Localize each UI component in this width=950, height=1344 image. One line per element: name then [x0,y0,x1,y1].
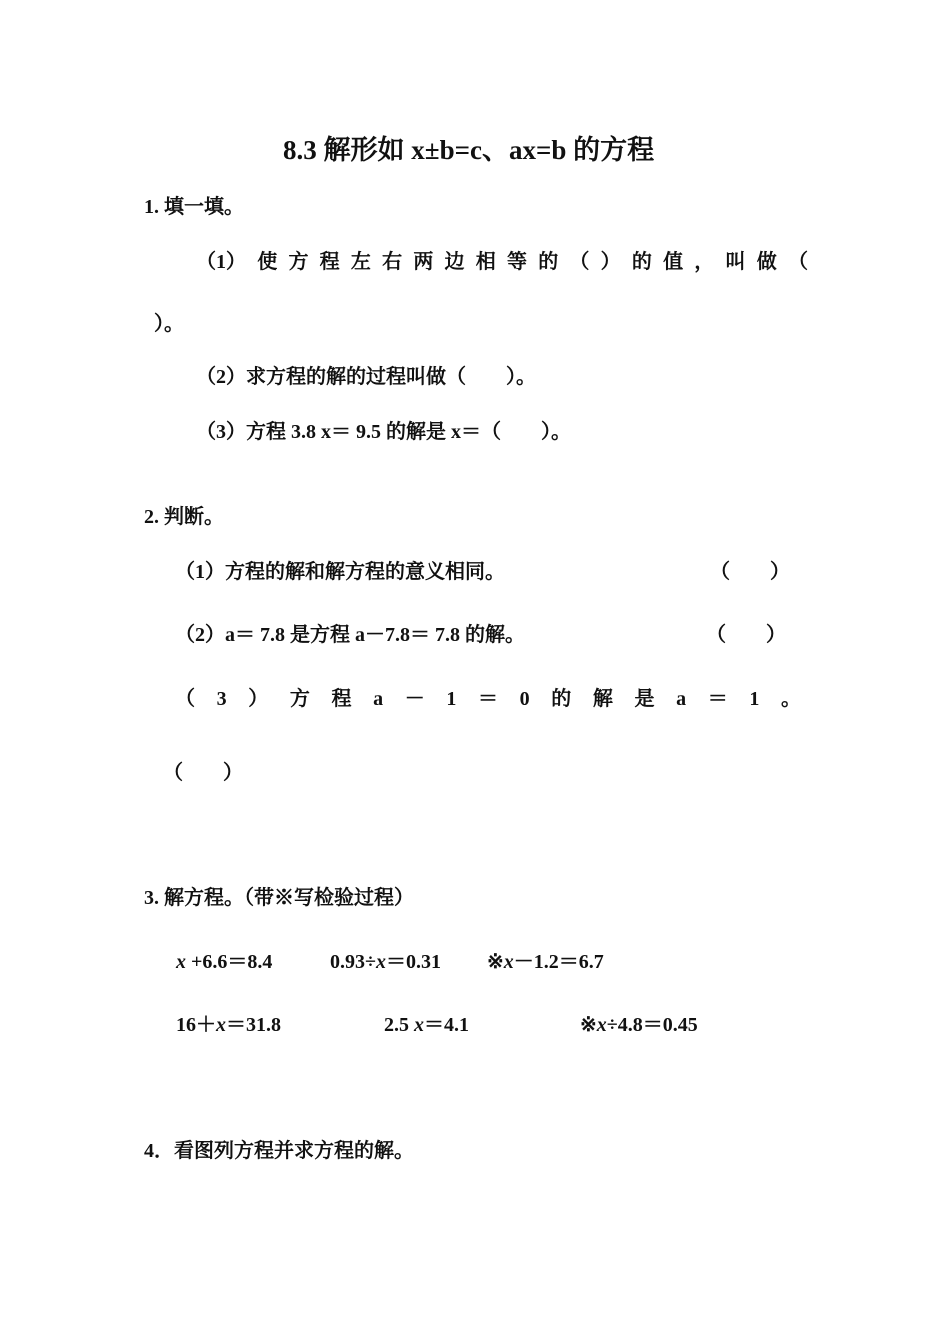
q2-item3-char: 是 [634,688,655,710]
q1-item1-char: 边 [444,251,465,273]
q2-item1-answer-paren: （ ） [710,561,790,583]
q4-heading: 4．看图列方程并求方程的解。 [144,1140,414,1162]
eq2-rest: ＝0.31 [385,951,441,973]
q1-item1-char: 叫 [725,251,746,273]
q1-item1-tail: ）。 [154,313,184,335]
q1-item1-char: ） [600,251,621,273]
q1-item1-char: （ [569,251,590,273]
q2-item3-char: ） [248,688,269,710]
q3-equation-5 [384,1013,469,1037]
q3-equation-6 [580,1013,698,1037]
q2-item3-char: a [676,688,687,710]
q1-item2: （2）求方程的解的过程叫做（ ）。 [196,366,536,388]
eq3-rest: －1.2＝6.7 [513,951,604,973]
q2-item3-char: 解 [592,688,613,710]
q2-item3-char: 0 [519,688,530,710]
q1-item1-char: 相 [475,251,496,273]
q2-item3-line [175,687,801,711]
q2-item3-char: （ [175,688,195,710]
eq6-variable: x [596,1014,607,1036]
q1-item1-char: ， [694,251,715,273]
q3-equation-2 [330,950,441,974]
q1-item3: （3）方程 3.8 x＝ 9.5 的解是 x＝（ ）。 [196,421,571,443]
q1-item1-char: 两 [413,251,434,273]
q1-item1-char: 等 [506,251,527,273]
q1-item1-line [196,250,808,274]
q1-item1-char: （1） [196,251,246,273]
eq3-pre: ※ [487,951,504,973]
eq3-variable: x [503,951,514,973]
q2-item3-char: 的 [551,688,572,710]
eq2-pre: 0.93÷ [330,951,376,973]
q2-item3-answer-paren: （ ） [163,762,243,784]
eq6-pre: ※ [580,1014,597,1036]
q2-item3-char: a [373,688,384,710]
q2-item3-char: － [404,688,425,710]
q3-equation-1 [176,950,272,974]
q3-equation-3 [487,950,604,974]
q2-item3-char: ＝ [707,688,728,710]
q1-heading: 1. 填一填。 [144,196,244,218]
q1-item1-char: 左 [350,251,371,273]
q2-item3-char: 方 [289,688,310,710]
q1-item1-char: 程 [319,251,340,273]
q2-item3-char: 1 [446,688,457,710]
eq5-variable: x [414,1014,424,1036]
eq1-variable: x [176,951,186,973]
q1-item1-char: 方 [288,251,309,273]
page-title: 8.3 解形如 x±b=c、ax=b 的方程 [283,135,655,165]
q1-item1-char: 的 [538,251,559,273]
q1-item1-char: 做 [756,251,777,273]
q2-item3-char: 3 [216,688,227,710]
q1-item1-char: 右 [382,251,403,273]
q2-heading: 2. 判断。 [144,506,224,528]
q2-item2-text: （2）a＝ 7.8 是方程 a－7.8＝ 7.8 的解。 [175,624,525,646]
q1-item1-char: 使 [257,251,278,273]
eq4-variable: x [216,1014,226,1036]
eq5-rest: ＝4.1 [424,1014,469,1036]
eq1-rest: +6.6＝8.4 [186,951,273,973]
q1-item1-char: （ [787,251,808,273]
eq6-rest: ÷4.8＝0.45 [606,1014,698,1036]
q3-heading: 3. 解方程。（带※写检验过程） [144,887,414,909]
q2-item3-char: 1 [749,688,760,710]
eq4-pre: 16＋ [176,1014,216,1036]
q2-item1-text: （1）方程的解和解方程的意义相同。 [175,561,505,583]
q3-equation-4 [176,1013,281,1037]
q1-item1-char: 的 [631,251,652,273]
eq2-variable: x [375,951,386,973]
q1-item1-char: 值 [663,251,684,273]
eq4-rest: ＝31.8 [226,1014,281,1036]
q2-item3-char: 。 [781,688,801,710]
q2-item3-char: ＝ [478,688,498,710]
eq5-pre: 2.5 [384,1014,414,1036]
q2-item3-char: 程 [331,688,352,710]
q2-item2-answer-paren: （ ） [706,624,786,646]
